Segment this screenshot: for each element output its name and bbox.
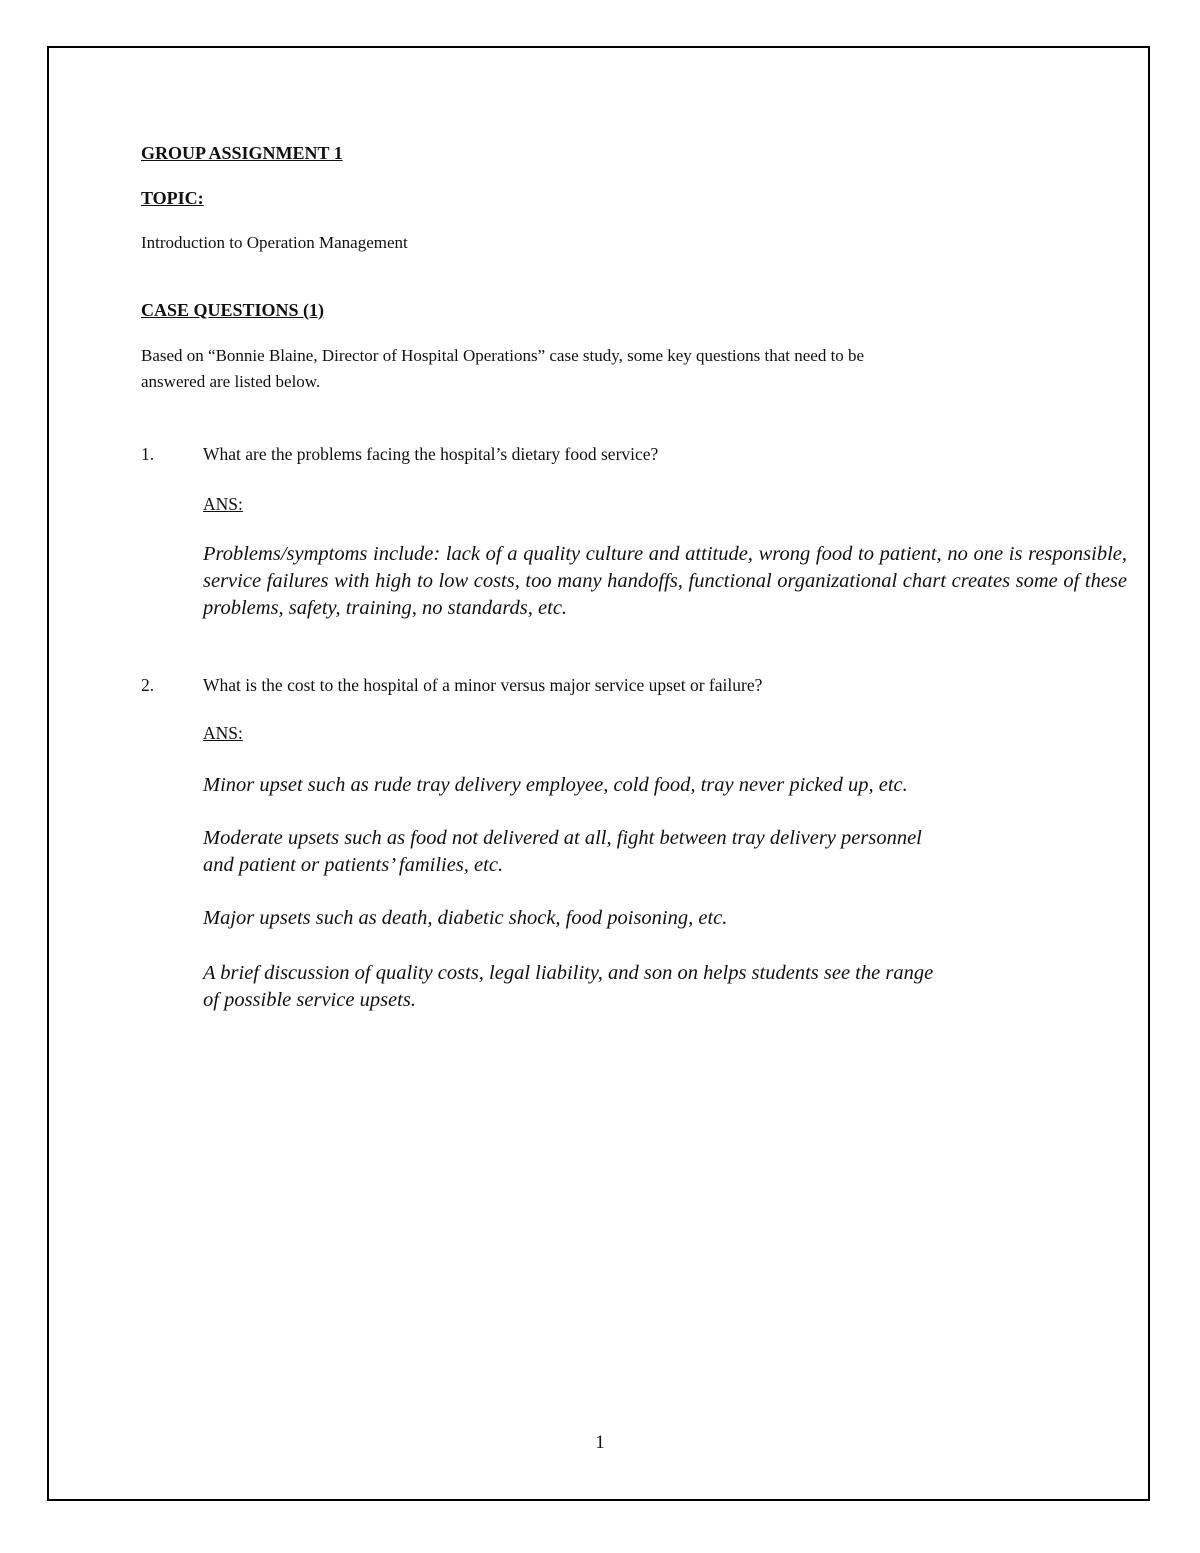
answer-discussion-line-2: of possible service upsets. xyxy=(203,989,416,1011)
answer-moderate-upset-line-1: Moderate upsets such as food not delivered at all, fight between tray delivery personnel xyxy=(203,827,922,849)
question-1-number: 1. xyxy=(141,444,155,464)
question-1-text: What are the problems facing the hospital’s dietary food service? xyxy=(203,444,659,464)
question-1-ans-label: ANS: xyxy=(203,494,243,514)
case-questions-heading: CASE QUESTIONS (1) xyxy=(141,300,325,320)
answer-moderate-upset-line-2: and patient or patients’ families, etc. xyxy=(203,854,504,876)
assignment-title: GROUP ASSIGNMENT 1 xyxy=(141,143,343,163)
question-2-ans-label: ANS: xyxy=(203,723,243,743)
answer-discussion-line-1: A brief discussion of quality costs, legal liability, and son on helps students see the range xyxy=(203,962,934,984)
page-number: 1 xyxy=(595,1432,605,1453)
question-2-text: What is the cost to the hospital of a minor versus major service upset or failure? xyxy=(203,675,763,695)
answer-major-upset: Major upsets such as death, diabetic shock, food poisoning, etc. xyxy=(203,907,728,929)
question-2-number: 2. xyxy=(141,675,155,695)
answer-minor-upset: Minor upset such as rude tray delivery employee, cold food, tray never picked up, etc. xyxy=(203,774,908,796)
question-1-answer: Problems/symptoms include: lack of a quality culture and attitude, wrong food to patient, no one is responsible, service failures with high to low costs, too many handoffs, functional organizational chart creates some of these problems, safety, training, no standards, etc. xyxy=(203,543,1127,619)
intro-line-1: Based on “Bonnie Blaine, Director of Hospital Operations” case study, some key questions that need to be xyxy=(141,346,865,365)
topic-value: Introduction to Operation Management xyxy=(141,233,408,252)
intro-line-2: answered are listed below. xyxy=(141,372,321,391)
topic-label: TOPIC: xyxy=(141,188,204,208)
